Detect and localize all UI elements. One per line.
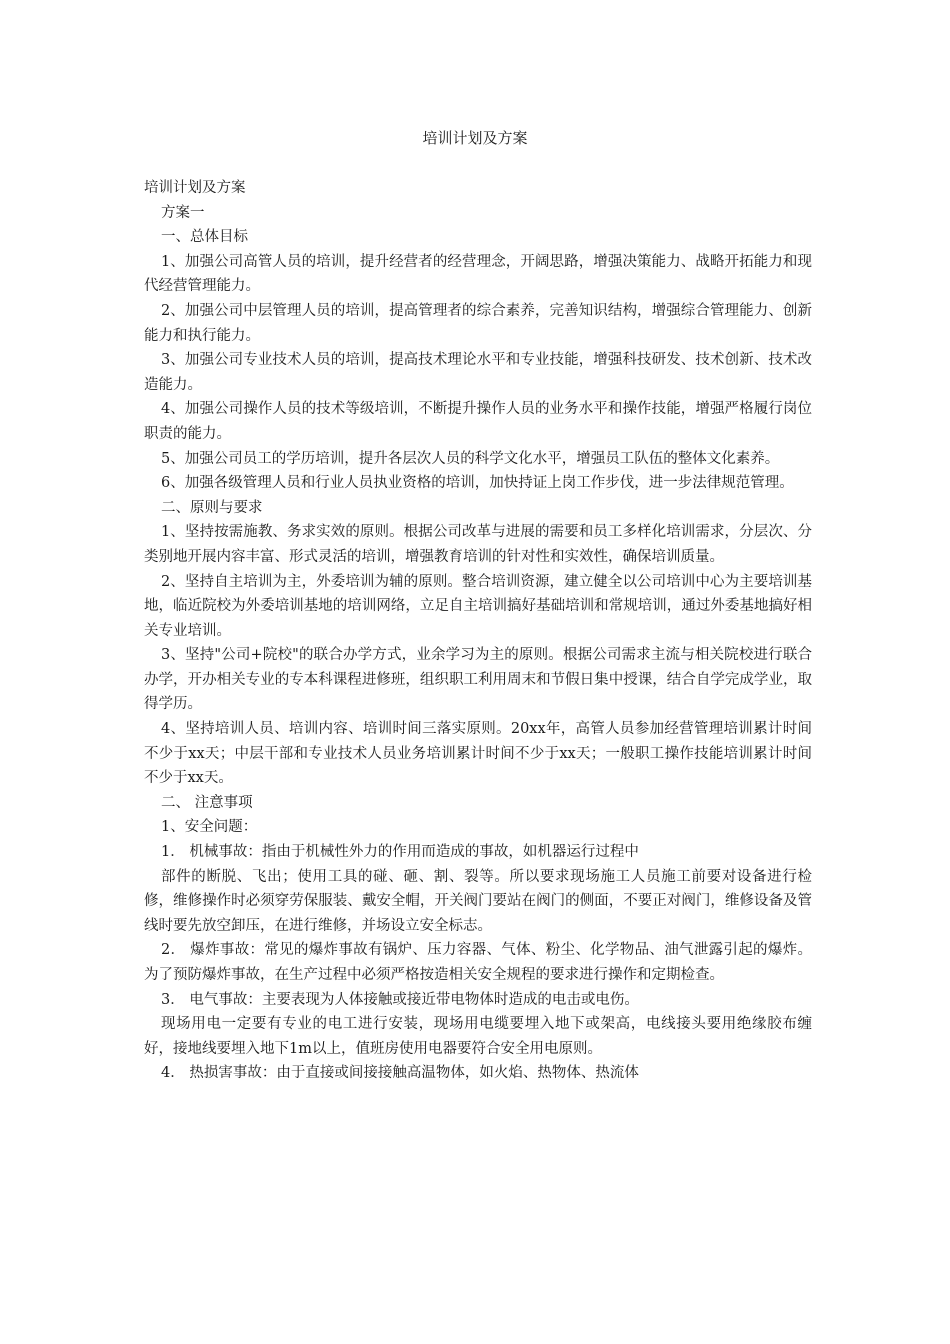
paragraph: 3、坚持"公司+院校"的联合办学方式，业余学习为主的原则。根据公司需求主流与相关院校进行联合办学，开办相关专业的专本科课程进修班，组织职工利用周末和节假日集中授课，结合自学完成学业，取得学历。 <box>144 647 812 713</box>
paragraph: 4、坚持培训人员、培训内容、培训时间三落实原则。20xx年，高管人员参加经营管理培训累计时间不少于xx天；中层干部和专业技术人员业务培训累计时间不少于xx天；一般职工操作技能培训累计时间不少于xx天。 <box>144 721 812 787</box>
paragraph: 2． 爆炸事故：常见的爆炸事故有锅炉、压力容器、气体、粉尘、化学物品、油气泄露引起的爆炸。为了预防爆炸事故，在生产过程中必须严格按造相关安全规程的要求进行操作和定期检查。 <box>144 942 812 983</box>
paragraph: 一、总体目标 <box>161 229 248 246</box>
paragraph: 4、加强公司操作人员的技术等级培训，不断提升操作人员的业务水平和操作技能，增强严格履行岗位职责的能力。 <box>144 401 812 442</box>
paragraph: 部件的断脱、飞出；使用工具的碰、砸、割、裂等。所以要求现场施工人员施工前要对设备进行检修，维修操作时必须穿劳保服装、戴安全帽，开关阀门要站在阀门的侧面，不要正对阀门，维修设备及管线时要先放空卸压，在进行维修，并场设立安全标志。 <box>144 868 812 934</box>
paragraph: 现场用电一定要有专业的电工进行安装，现场用电缆要埋入地下或架高，电线接头要用绝缘胶布缠好，接地线要埋入地下1m以上，值班房使用电器要符合安全用电原则。 <box>144 1016 812 1057</box>
paragraph: 1、加强公司高管人员的培训，提升经营者的经营理念，开阔思路，增强决策能力、战略开拓能力和现代经营管理能力。 <box>144 253 812 295</box>
paragraph: 1、坚持按需施教、务求实效的原则。根据公司改革与进展的需要和员工多样化培训需求，分层次、分类别地开展内容丰富、形式灵活的培训，增强教育培训的针对性和实效性，确保培训质量。 <box>144 524 812 565</box>
paragraph: 培训计划及方案 <box>144 180 246 196</box>
paragraph: 2、坚持自主培训为主，外委培训为辅的原则。整合培训资源，建立健全以公司培训中心为主要培训基地，临近院校为外委培训基地的培训网络，立足自主培训搞好基础培训和常规培训，通过外委基地搞好相关专业培训。 <box>144 573 812 639</box>
paragraph: 二、原则与要求 <box>161 499 263 516</box>
paragraph: 1、安全问题： <box>161 819 258 836</box>
paragraph: 3． 电气事故：主要表现为人体接触或接近带电物体时造成的电击或电伤。 <box>161 991 639 1008</box>
document-body <box>144 176 812 1086</box>
paragraph: 4． 热损害事故：由于直接或间接接触高温物体，如火焰、热物体、热流体 <box>161 1065 639 1082</box>
document-title: 培训计划及方案 <box>422 129 528 147</box>
paragraph: 二、 注意事项 <box>161 794 253 811</box>
paragraph: 3、加强公司专业技术人员的培训，提高技术理论水平和专业技能，增强科技研发、技术创新、技术改造能力。 <box>144 352 812 393</box>
paragraph: 1． 机械事故：指由于机械性外力的作用而造成的事故，如机器运行过程中 <box>161 844 639 861</box>
paragraph: 方案一 <box>161 204 205 221</box>
paragraph: 6、加强各级管理人员和行业人员执业资格的培训，加快持证上岗工作步伐，进一步法律规范管理。 <box>161 475 794 492</box>
paragraph: 5、加强公司员工的学历培训，提升各层次人员的科学文化水平，增强员工队伍的整体文化素养。 <box>161 450 780 467</box>
paragraph: 2、加强公司中层管理人员的培训，提高管理者的综合素养，完善知识结构，增强综合管理能力、创新能力和执行能力。 <box>144 302 812 344</box>
